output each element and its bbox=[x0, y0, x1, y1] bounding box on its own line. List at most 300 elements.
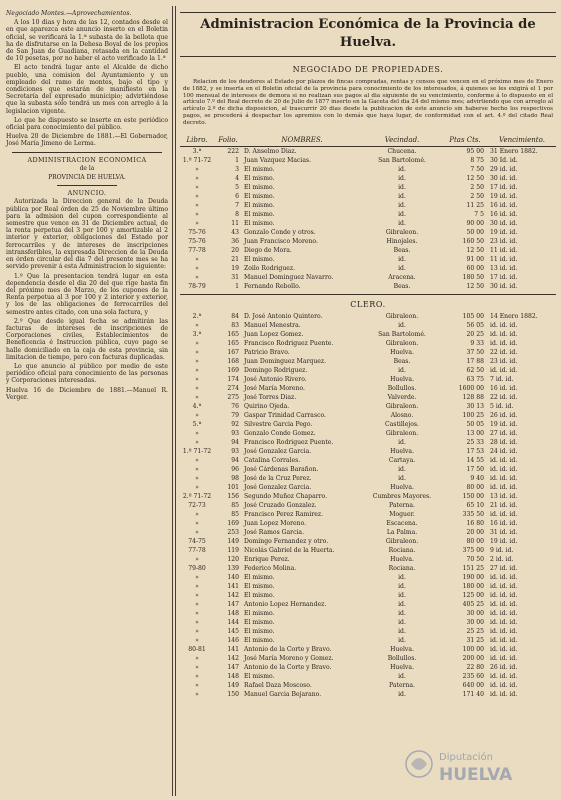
cell-importe: 65 10 bbox=[466, 501, 484, 509]
cell-libro: 1.º 71-72 bbox=[182, 447, 212, 455]
cell-libro: 5.ª bbox=[192, 420, 202, 428]
cell-nombre: Juan Lopez Moreno. bbox=[244, 519, 307, 527]
cell-libro: 4.ª bbox=[192, 402, 202, 410]
cell-folio: 120 bbox=[227, 555, 239, 563]
cell-libro: » bbox=[195, 201, 199, 209]
cell-folio: 165 bbox=[227, 330, 239, 338]
cell-nombre: El mismo. bbox=[244, 609, 275, 617]
cell-vecindad: id. bbox=[398, 174, 406, 182]
cell-folio: 79 bbox=[231, 411, 239, 419]
cell-importe: 640 00 bbox=[462, 681, 484, 689]
table-row bbox=[180, 237, 556, 246]
cell-libro: 72-73 bbox=[188, 501, 206, 509]
cell-vecindad: Valverde. bbox=[387, 393, 417, 401]
cell-vecindad: id. bbox=[398, 465, 406, 473]
left-paragraph-1: A los 10 dias y hora de las 12, contados desde el en que aparezca este anuncio inserto en el Boletin oficial, se verificará la 1.ª subasta de la bellota que ha de disfrutarse en la Dehesa Boyal de los propios de San Juan de Guadiana, retasada en la cantidad de 10 pesetas, por no haber el acto verificado la 1.ª bbox=[6, 19, 168, 63]
cell-vencimiento: 16 id. id. bbox=[490, 519, 518, 527]
cell-importe: 90 00 bbox=[466, 219, 484, 227]
table-row bbox=[180, 228, 556, 237]
cell-vencimiento: 7 id. id. bbox=[490, 375, 514, 383]
cell-folio: 141 bbox=[227, 645, 239, 653]
cell-libro: » bbox=[195, 690, 199, 698]
table-row bbox=[180, 645, 556, 654]
table-row bbox=[180, 366, 556, 375]
cell-importe: 2 50 bbox=[470, 183, 484, 191]
cell-nombre: El mismo. bbox=[244, 672, 275, 680]
anuncio-paragraph-1: Autorizada la Direccion general de la Deuda pública por Real órden de 25 de Noviembre último para la admision del cupon correspondiente al semestre que vence en 31 de Diciembre actual, de la renta perpetua del 3 por 100 y amortizable al 2 interior y exterior, obligaciones del Estado por ferrocarriles y de intereses de inscripciones intransferibles, la expresada Direccion de la Deuda en órden circular del dia 7 del presente mes se ha servido prevenir á esta Administracion lo siguiente: bbox=[6, 198, 168, 271]
cell-nombre: El mismo. bbox=[244, 201, 275, 209]
left-paragraph-3: Lo que he dispuesto se inserte en este periódico oficial para conocimiento del público. bbox=[6, 116, 168, 132]
cell-nombre: El mismo. bbox=[244, 255, 275, 263]
cell-vencimiento: id. id. id. bbox=[490, 330, 518, 338]
table-row bbox=[180, 321, 556, 330]
section-divider bbox=[180, 294, 556, 295]
cell-nombre: Segundo Muñoz Chaparro. bbox=[244, 492, 328, 500]
column-rule-b bbox=[175, 6, 176, 796]
table-row bbox=[180, 681, 556, 690]
cell-nombre: Francisco Perez Ramirez. bbox=[244, 510, 324, 518]
table-row bbox=[180, 456, 556, 465]
cell-folio: 93 bbox=[231, 429, 239, 437]
cell-importe: 171 40 bbox=[462, 690, 484, 698]
cell-nombre: Nicolás Gabriel de la Huerta. bbox=[244, 546, 335, 554]
right-column bbox=[180, 8, 556, 795]
cell-importe: 125 00 bbox=[462, 591, 484, 599]
cell-nombre: José Gonzalez Garcia. bbox=[244, 447, 312, 455]
table-row bbox=[180, 636, 556, 645]
table-row bbox=[180, 282, 556, 291]
cell-folio: 149 bbox=[227, 681, 239, 689]
cell-vecindad: Huelva. bbox=[390, 483, 414, 491]
cell-vecindad: Gibraleon. bbox=[385, 228, 419, 236]
archive-watermark-stamp bbox=[401, 740, 551, 788]
cell-libro: » bbox=[195, 411, 199, 419]
table-row bbox=[180, 339, 556, 348]
cell-importe: 235 60 bbox=[462, 672, 484, 680]
column-header-libro: Libro. bbox=[186, 135, 208, 144]
cell-nombre: Francisco Rodriguez Puente. bbox=[244, 339, 334, 347]
cell-libro: 75-76 bbox=[188, 237, 206, 245]
cell-vecindad: Bollullos. bbox=[387, 384, 417, 392]
cell-libro: 3.ª bbox=[192, 330, 202, 338]
cell-folio: 169 bbox=[227, 366, 239, 374]
cell-vecindad: Paterna. bbox=[389, 681, 415, 689]
cell-vecindad: id. bbox=[398, 474, 406, 482]
cell-nombre: Catalina Corrales. bbox=[244, 456, 301, 464]
cell-vencimiento: 19 id. id. bbox=[490, 228, 518, 236]
cell-vecindad: id. bbox=[398, 690, 406, 698]
cell-importe: 25 25 bbox=[466, 627, 484, 635]
cell-importe: 12 50 bbox=[466, 174, 484, 182]
cell-nombre: José Gonzalez Garcia. bbox=[244, 483, 312, 491]
cell-vencimiento: 13 id. id. bbox=[490, 492, 518, 500]
column-header-pesetas: Ptas Cts. bbox=[449, 135, 481, 144]
cell-nombre: José Cárdenas Barañon. bbox=[244, 465, 319, 473]
cell-folio: 85 bbox=[231, 501, 239, 509]
cell-importe: 50 05 bbox=[466, 420, 484, 428]
cell-vecindad: id. bbox=[398, 627, 406, 635]
cell-vecindad: Gibraleon. bbox=[385, 339, 419, 347]
cell-vecindad: id. bbox=[398, 192, 406, 200]
column-rule-a bbox=[172, 6, 173, 796]
table-header bbox=[180, 133, 556, 147]
cell-importe: 22 80 bbox=[466, 663, 484, 671]
cell-libro: » bbox=[195, 255, 199, 263]
cell-importe: 70 50 bbox=[466, 555, 484, 563]
cell-vecindad: Gibraleon. bbox=[385, 537, 419, 545]
anuncio-paragraph-4: Lo que anuncio al público por medio de este periódico oficial para conocimiento de las personas y Corporaciones interesadas. bbox=[6, 362, 168, 385]
cell-folio: 144 bbox=[227, 618, 239, 626]
cell-vencimiento: id. id. id. bbox=[490, 636, 518, 644]
table-row bbox=[180, 348, 556, 357]
column-header-nombres: NOMBRES. bbox=[281, 135, 323, 144]
cell-vecindad: id. bbox=[398, 321, 406, 329]
table-row bbox=[180, 564, 556, 573]
cell-libro: » bbox=[195, 519, 199, 527]
table-row bbox=[180, 201, 556, 210]
cell-vecindad: id. bbox=[398, 618, 406, 626]
cell-folio: 140 bbox=[227, 573, 239, 581]
table-row bbox=[180, 573, 556, 582]
cell-vencimiento: id. id. id. bbox=[490, 339, 518, 347]
cell-vecindad: Huelva. bbox=[390, 645, 414, 653]
cell-importe: 14 55 bbox=[466, 456, 484, 464]
left-divider bbox=[12, 152, 162, 153]
cell-folio: 165 bbox=[227, 339, 239, 347]
cell-nombre: Patricio Bravo. bbox=[244, 348, 290, 356]
cell-vecindad: Escacena. bbox=[386, 519, 418, 527]
cell-nombre: Gaspar Trinidad Carrasco. bbox=[244, 411, 326, 419]
table-row bbox=[180, 210, 556, 219]
cell-vencimiento: 13 id. id. bbox=[490, 264, 518, 272]
cell-nombre: José María Moreno. bbox=[244, 384, 305, 392]
cell-libro: » bbox=[195, 192, 199, 200]
table-row bbox=[180, 312, 556, 321]
cell-vencimiento: id. id. id. bbox=[490, 321, 518, 329]
cell-folio: 31 bbox=[231, 273, 239, 281]
cell-nombre: Gonzalo Conde y otros. bbox=[244, 228, 316, 236]
cell-libro: » bbox=[195, 483, 199, 491]
cell-importe: 2 50 bbox=[470, 192, 484, 200]
cell-vencimiento: id. id. id. bbox=[490, 672, 518, 680]
cell-libro: » bbox=[195, 681, 199, 689]
cell-vencimiento: 16 id. id. bbox=[490, 210, 518, 218]
column-header-vencimiento: Vencimiento. bbox=[499, 135, 545, 144]
cell-folio: 169 bbox=[227, 519, 239, 527]
cell-nombre: Rafael Daza Moscoso. bbox=[244, 681, 312, 689]
cell-vecindad: Castillejos. bbox=[385, 420, 419, 428]
cell-folio: 84 bbox=[231, 312, 239, 320]
cell-libro: » bbox=[195, 429, 199, 437]
cell-importe: 9 40 bbox=[470, 474, 484, 482]
cell-vecindad: Huelva. bbox=[390, 555, 414, 563]
cell-libro: » bbox=[195, 321, 199, 329]
cell-vecindad: id. bbox=[398, 219, 406, 227]
debtor-table-propiedades bbox=[180, 147, 556, 291]
cell-nombre: Juan Vazquez Macias. bbox=[244, 156, 312, 164]
cell-importe: 7 50 bbox=[470, 165, 484, 173]
cell-vecindad: id. bbox=[398, 582, 406, 590]
cell-nombre: El mismo. bbox=[244, 219, 275, 227]
cell-importe: 17 53 bbox=[466, 447, 484, 455]
cell-vecindad: id. bbox=[398, 636, 406, 644]
cell-folio: 156 bbox=[227, 492, 239, 500]
anuncio-signature: Huelva 16 de Diciembre de 1881.—Manuel R. Verger. bbox=[6, 386, 168, 401]
cell-folio: 92 bbox=[231, 420, 239, 428]
cell-libro: » bbox=[195, 348, 199, 356]
cell-libro: 78-79 bbox=[188, 282, 206, 290]
cell-nombre: El mismo. bbox=[244, 582, 275, 590]
cell-libro: » bbox=[195, 384, 199, 392]
cell-vecindad: id. bbox=[398, 366, 406, 374]
cell-vencimiento: 27 id. id. bbox=[490, 564, 518, 572]
cell-importe: 20 25 bbox=[466, 330, 484, 338]
cell-libro: » bbox=[195, 219, 199, 227]
cell-vencimiento: id. id. id. bbox=[490, 690, 518, 698]
left-section-province: PROVINCIA DE HUELVA. bbox=[48, 174, 126, 182]
cell-vencimiento: 30 id. id. bbox=[490, 282, 518, 290]
cell-vencimiento: id. id. id. bbox=[490, 627, 518, 635]
cell-nombre: El mismo. bbox=[244, 210, 275, 218]
anuncio-heading: ANUNCIO. bbox=[67, 189, 107, 198]
debtor-table-clero bbox=[180, 312, 556, 699]
table-row bbox=[180, 357, 556, 366]
cell-importe: 335 50 bbox=[462, 510, 484, 518]
cell-folio: 167 bbox=[227, 348, 239, 356]
table-row bbox=[180, 663, 556, 672]
cell-nombre: Fernando Rebollo. bbox=[244, 282, 301, 290]
cell-libro: 2.ª bbox=[192, 312, 202, 320]
cell-libro: » bbox=[195, 366, 199, 374]
cell-folio: 20 bbox=[231, 246, 239, 254]
cell-importe: 62 50 bbox=[466, 366, 484, 374]
cell-folio: 98 bbox=[231, 474, 239, 482]
stamp-line-2: HUELVA bbox=[439, 765, 513, 785]
table-row bbox=[180, 510, 556, 519]
cell-importe: 11 25 bbox=[466, 201, 484, 209]
cell-libro: » bbox=[195, 555, 199, 563]
cell-nombre: José Ramos Garcia. bbox=[244, 528, 305, 536]
cell-libro: » bbox=[195, 582, 199, 590]
cell-importe: 63 75 bbox=[466, 375, 484, 383]
cell-folio: 8 bbox=[235, 210, 239, 218]
cell-libro: » bbox=[195, 591, 199, 599]
cell-vecindad: Gibraleon. bbox=[385, 312, 419, 320]
cell-nombre: Silvestre Garcia Pego. bbox=[244, 420, 313, 428]
cell-vencimiento: id. id. id. bbox=[490, 474, 518, 482]
cell-nombre: José Antonio Rivero. bbox=[244, 375, 307, 383]
cell-vencimiento: 17 id. id. bbox=[490, 273, 518, 281]
cell-nombre: Domingo Fernandez y otro. bbox=[244, 537, 329, 545]
cell-libro: » bbox=[195, 528, 199, 536]
table-row bbox=[180, 465, 556, 474]
cell-folio: 174 bbox=[227, 375, 239, 383]
cell-libro: 2.º 71-72 bbox=[182, 492, 212, 500]
cell-importe: 151 25 bbox=[462, 564, 484, 572]
cell-nombre: Federico Molina. bbox=[244, 564, 297, 572]
cell-vecindad: id. bbox=[398, 609, 406, 617]
cell-importe: 95 00 bbox=[466, 147, 484, 155]
cell-vencimiento: 30 Id. id. bbox=[490, 156, 518, 164]
cell-libro: » bbox=[195, 600, 199, 608]
cell-libro: 1.º 71-72 bbox=[182, 156, 212, 164]
cell-folio: 4 bbox=[235, 174, 239, 182]
cell-importe: 12 50 bbox=[466, 282, 484, 290]
cell-vecindad: Beas. bbox=[393, 246, 411, 254]
cell-nombre: El mismo. bbox=[244, 192, 275, 200]
cell-vencimiento: 19 id. id. bbox=[490, 192, 518, 200]
cell-vecindad: id. bbox=[398, 183, 406, 191]
cell-libro: » bbox=[195, 465, 199, 473]
table-row bbox=[180, 219, 556, 228]
cell-folio: 141 bbox=[227, 582, 239, 590]
cell-vecindad: Alosno. bbox=[390, 411, 414, 419]
cell-folio: 142 bbox=[227, 591, 239, 599]
cell-vecindad: id. bbox=[398, 210, 406, 218]
cell-nombre: Manuel Garcia Bejarano. bbox=[244, 690, 322, 698]
table-row bbox=[180, 609, 556, 618]
cell-nombre: Quirino Ojeda. bbox=[244, 402, 290, 410]
cell-vecindad: Bollullos. bbox=[387, 654, 417, 662]
cell-nombre: Diego de Mora. bbox=[244, 246, 292, 254]
cell-folio: 94 bbox=[231, 456, 239, 464]
cell-importe: 31 25 bbox=[466, 636, 484, 644]
cell-importe: 190 00 bbox=[462, 573, 484, 581]
cell-vencimiento: 30 id. id. bbox=[490, 219, 518, 227]
table-row bbox=[180, 690, 556, 699]
cell-vencimiento: 16 id. id. bbox=[490, 201, 518, 209]
cell-vecindad: La Palma. bbox=[386, 528, 418, 536]
cell-nombre: Domingo Rodriguez. bbox=[244, 366, 308, 374]
cell-importe: 80 00 bbox=[466, 483, 484, 491]
cell-folio: 83 bbox=[231, 321, 239, 329]
cell-vencimiento: id. id. id. bbox=[490, 456, 518, 464]
cell-importe: 37 50 bbox=[466, 348, 484, 356]
cell-folio: 6 bbox=[235, 192, 239, 200]
cell-libro: » bbox=[195, 456, 199, 464]
cell-libro: » bbox=[195, 264, 199, 272]
cell-vencimiento: id. id. id. bbox=[490, 654, 518, 662]
cell-vencimiento: id. id. id. bbox=[490, 600, 518, 608]
cell-vencimiento: 17 id. id. bbox=[490, 183, 518, 191]
cell-folio: 148 bbox=[227, 672, 239, 680]
cell-importe: 30 13 bbox=[466, 402, 484, 410]
cell-libro: » bbox=[195, 273, 199, 281]
left-section-title: ADMINISTRACION ECONOMICA bbox=[27, 155, 147, 164]
cell-vecindad: Huelva. bbox=[390, 663, 414, 671]
cell-importe: 1600 00 bbox=[458, 384, 484, 392]
cell-vecindad: Paterna. bbox=[389, 501, 415, 509]
table-row bbox=[180, 183, 556, 192]
cell-folio: 43 bbox=[231, 228, 239, 236]
cell-importe: 8 75 bbox=[470, 156, 484, 164]
cell-importe: 56 05 bbox=[466, 321, 484, 329]
cell-vecindad: San Bartolomé. bbox=[378, 330, 426, 338]
table-row bbox=[180, 519, 556, 528]
cell-vencimiento: 27 id. id. bbox=[490, 429, 518, 437]
table-row bbox=[180, 537, 556, 546]
cell-importe: 13 00 bbox=[466, 429, 484, 437]
cell-nombre: El mismo. bbox=[244, 165, 275, 173]
table-row bbox=[180, 411, 556, 420]
cell-importe: 9 33 bbox=[470, 339, 484, 347]
table-row bbox=[180, 582, 556, 591]
cell-vecindad: Gibraleon. bbox=[385, 402, 419, 410]
table-row bbox=[180, 420, 556, 429]
cell-nombre: Juan Lopez Gomez. bbox=[244, 330, 304, 338]
cell-folio: 274 bbox=[227, 384, 239, 392]
cell-importe: 80 00 bbox=[466, 537, 484, 545]
cell-vecindad: San Bartolomé. bbox=[378, 156, 426, 164]
cell-libro: » bbox=[195, 663, 199, 671]
cell-vecindad: Beas. bbox=[393, 357, 411, 365]
cell-nombre: El mismo. bbox=[244, 627, 275, 635]
table-row bbox=[180, 384, 556, 393]
cell-vecindad: Rociana. bbox=[388, 564, 416, 572]
cell-vecindad: Cartaya. bbox=[388, 456, 416, 464]
cell-vecindad: id. bbox=[398, 255, 406, 263]
cell-nombre: José Torres Diaz. bbox=[244, 393, 297, 401]
cell-folio: 147 bbox=[227, 600, 239, 608]
cell-nombre: Antonio de la Corte y Bravo. bbox=[244, 663, 332, 671]
cell-libro: » bbox=[195, 672, 199, 680]
left-section-de: de la bbox=[79, 164, 95, 172]
table-row bbox=[180, 672, 556, 681]
cell-nombre: El mismo. bbox=[244, 183, 275, 191]
cell-folio: 19 bbox=[231, 264, 239, 272]
cell-vencimiento: id. id. id. bbox=[490, 609, 518, 617]
cell-vecindad: Huelva. bbox=[390, 447, 414, 455]
cell-vecindad: Aracena. bbox=[388, 273, 416, 281]
cell-importe: 180 50 bbox=[462, 273, 484, 281]
table-row bbox=[180, 555, 556, 564]
table-row bbox=[180, 447, 556, 456]
section-subtitle: NEGOCIADO DE PROPIEDADES. bbox=[292, 65, 444, 74]
cell-nombre: D. José Antonio Quintero. bbox=[244, 312, 323, 320]
cell-vencimiento: 16 id. id. bbox=[490, 384, 518, 392]
table-row bbox=[180, 255, 556, 264]
cell-libro: 80-81 bbox=[188, 645, 206, 653]
cell-vencimiento: 22 id. id. bbox=[490, 348, 518, 356]
cell-folio: 21 bbox=[231, 255, 239, 263]
cell-libro: » bbox=[195, 174, 199, 182]
cell-nombre: El mismo. bbox=[244, 174, 275, 182]
cell-importe: 100 25 bbox=[462, 411, 484, 419]
cell-vencimiento: 30 id. id. bbox=[490, 174, 518, 182]
cell-vencimiento: 26 id. id. bbox=[490, 411, 518, 419]
cell-libro: » bbox=[195, 165, 199, 173]
cell-vencimiento: id. id. id. bbox=[490, 681, 518, 689]
table-row bbox=[180, 618, 556, 627]
cell-libro: » bbox=[195, 618, 199, 626]
cell-vencimiento: 22 id. id. bbox=[490, 393, 518, 401]
cell-importe: 375 00 bbox=[462, 546, 484, 554]
cell-folio: 1 bbox=[235, 156, 239, 164]
cell-importe: 105 00 bbox=[462, 312, 484, 320]
cell-vencimiento: id. id. id. bbox=[490, 573, 518, 581]
table-row bbox=[180, 165, 556, 174]
cell-importe: 128 88 bbox=[462, 393, 484, 401]
cell-nombre: Antonio de la Corte y Bravo. bbox=[244, 645, 332, 653]
cell-importe: 7 5 bbox=[474, 210, 484, 218]
cell-folio: 36 bbox=[231, 237, 239, 245]
cell-importe: 12 50 bbox=[466, 246, 484, 254]
table-row bbox=[180, 147, 556, 156]
cell-folio: 96 bbox=[231, 465, 239, 473]
cell-folio: 85 bbox=[231, 510, 239, 518]
cell-vecindad: Chucena. bbox=[387, 147, 417, 155]
cell-vencimiento: id. id. id. bbox=[490, 483, 518, 491]
